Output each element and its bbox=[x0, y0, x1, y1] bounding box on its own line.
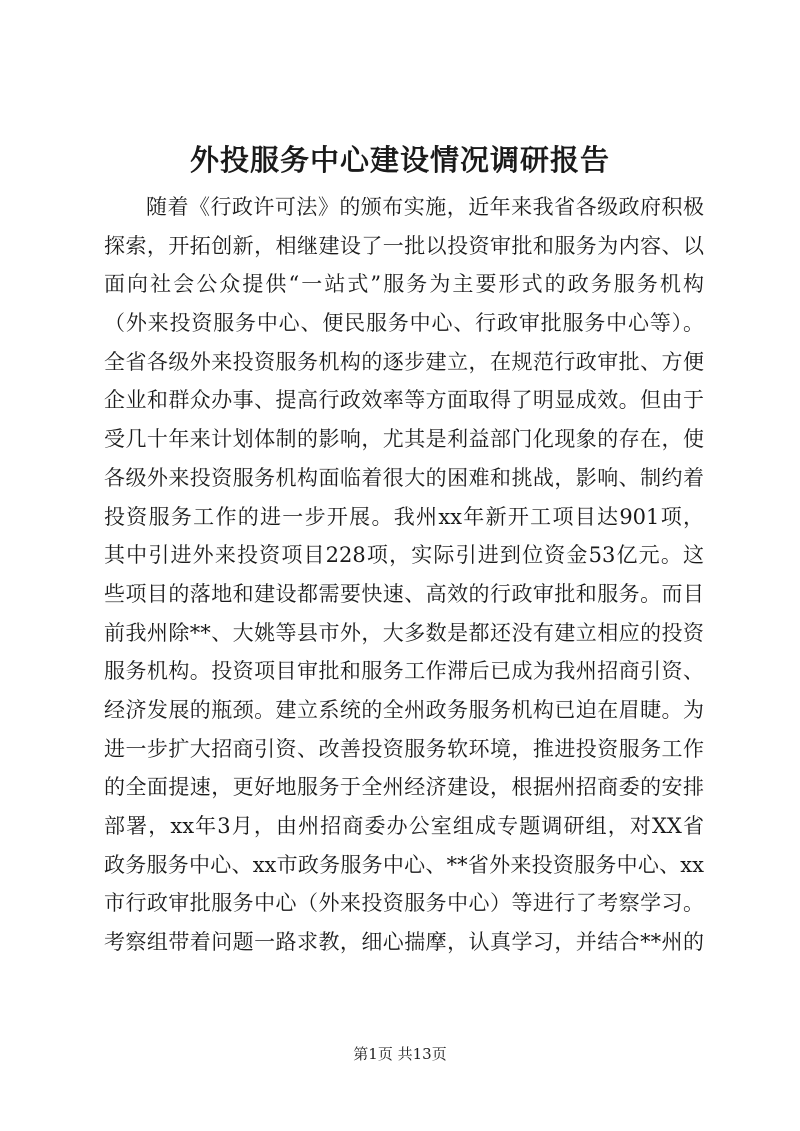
text-line: 前我州除**、大姚等县市外，大多数是都还没有建立相应的投资 bbox=[104, 620, 704, 645]
document-title: 外投服务中心建设情况调研报告 bbox=[189, 143, 610, 177]
text-line: （外来投资服务中心、便民服务中心、行政审批服务中心等）。 bbox=[104, 311, 704, 336]
text-line: 政务服务中心、xx市政务服务中心、**省外来投资服务中心、xx bbox=[104, 852, 704, 877]
body-paragraph bbox=[104, 188, 704, 962]
text-line: 企业和群众办事、提高行政效率等方面取得了明显成效。但由于 bbox=[104, 388, 704, 413]
text-line: 随着《行政许可法》的颁布实施，近年来我省各级政府积极 bbox=[146, 195, 704, 219]
text-line: 些项目的落地和建设都需要快速、高效的行政审批和服务。而目 bbox=[104, 581, 704, 606]
text-line: 各级外来投资服务机构面临着很大的困难和挑战，影响、制约着 bbox=[104, 465, 704, 490]
text-line: 受几十年来计划体制的影响，尤其是利益部门化现象的存在，使 bbox=[104, 427, 704, 452]
text-line: 面向社会公众提供“一站式”服务为主要形式的政务服务机构 bbox=[104, 272, 704, 297]
text-line: 的全面提速，更好地服务于全州经济建设，根据州招商委的安排 bbox=[104, 775, 704, 800]
text-line: 服务机构。投资项目审批和服务工作滞后已成为我州招商引资、 bbox=[104, 659, 704, 684]
text-line: 部署，xx年3月，由州招商委办公室组成专题调研组，对XX省 bbox=[104, 814, 704, 838]
text-line: 进一步扩大招商引资、改善投资服务软环境，推进投资服务工作 bbox=[104, 736, 704, 761]
text-line: 全省各级外来投资服务机构的逐步建立，在规范行政审批、方便 bbox=[104, 349, 704, 374]
text-line: 其中引进外来投资项目228项，实际引进到位资金53亿元。这 bbox=[104, 543, 704, 568]
text-line: 投资服务工作的进一步开展。我州xx年新开工项目达901项， bbox=[104, 504, 704, 529]
text-line: 考察组带着问题一路求教，细心揣摩，认真学习，并结合**州的 bbox=[104, 930, 704, 955]
page-number-footer: 第1页 共13页 bbox=[353, 1045, 447, 1063]
text-line: 探索，开拓创新，相继建设了一批以投资审批和服务为内容、以 bbox=[104, 233, 704, 258]
text-line: 市行政审批服务中心（外来投资服务中心）等进行了考察学习。 bbox=[104, 891, 704, 916]
text-line: 经济发展的瓶颈。建立系统的全州政务服务机构已迫在眉睫。为 bbox=[104, 697, 704, 722]
